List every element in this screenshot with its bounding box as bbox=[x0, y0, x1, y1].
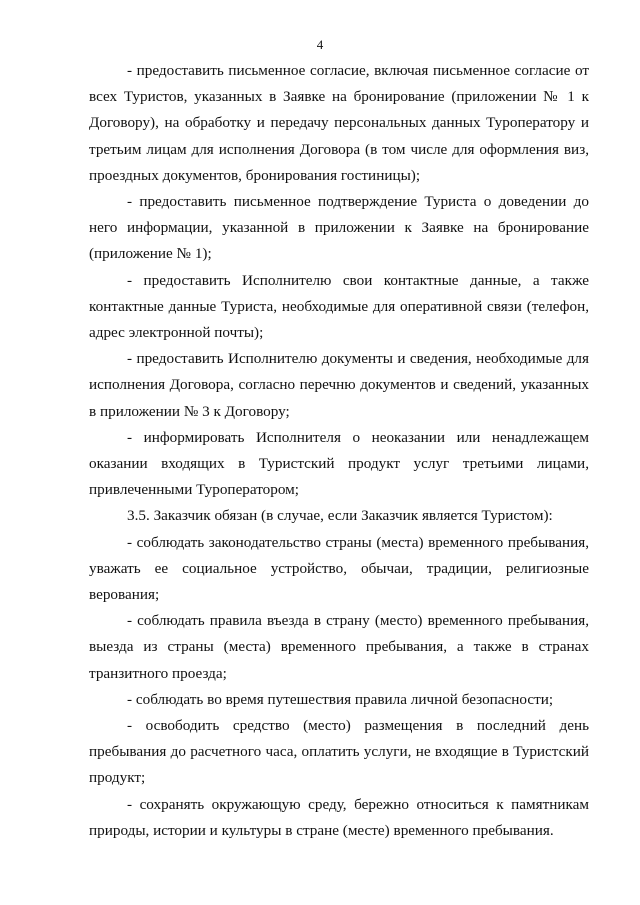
paragraph-observe-law: - соблюдать законодательство страны (места) временного пребывания, уважать ее социальное устройство, обычаи, традиции, религиозные верования; bbox=[89, 533, 589, 604]
paragraph-checkout: - освободить средство (место) размещения в последний день пребывания до расчетного часа, оплатить услуги, не входящие в Туристский продукт; bbox=[89, 717, 589, 787]
paragraph-personal-safety: - соблюдать во время путешествия правила личной безопасности; bbox=[127, 690, 554, 708]
section-3-5-heading: 3.5. Заказчик обязан (в случае, если Заказчик является Туристом): bbox=[127, 507, 553, 525]
paragraph-contact-details: - предоставить Исполнителю свои контактные данные, а также контактные данные Туриста, необходимые для оперативной связи (телефон, адрес электронной почты); bbox=[89, 271, 589, 342]
page-number: 4 bbox=[316, 37, 324, 52]
paragraph-inform-executor: - информировать Исполнителя о неоказании или ненадлежащем оказании входящих в Туристский продукт услуг третьими лицами, привлеченными Туроператором; bbox=[89, 428, 589, 499]
paragraph-entry-exit-rules: - соблюдать правила въезда в страну (место) временного пребывания, выезда из страны (места) временного пребывания, а также в странах транзитного проезда; bbox=[89, 612, 589, 682]
paragraph-environment: - сохранять окружающую среду, бережно относиться к памятникам природы, истории и культуры в стране (месте) временного пребывания. bbox=[89, 795, 589, 839]
paragraph-written-confirmation: - предоставить письменное подтверждение Туриста о доведении до него информации, указанной в приложении к Заявке на бронирование (приложение № 1); bbox=[89, 193, 589, 263]
document-body bbox=[89, 58, 589, 844]
paragraph-documents-info: - предоставить Исполнителю документы и сведения, необходимые для исполнения Договора, согласно перечню документов и сведений, указанных в приложении № 3 к Договору; bbox=[89, 350, 589, 420]
paragraph-consent-personal-data: - предоставить письменное согласие, включая письменное согласие от всех Туристов, указанных в Заявке на бронирование (приложении № 1 к Договору), на обработку и передачу персональных данных Туроператору и третьим лицам для исполнения Договора (в том числе для оформления виз, проездных документов, бронирования гостиницы); bbox=[89, 62, 589, 184]
